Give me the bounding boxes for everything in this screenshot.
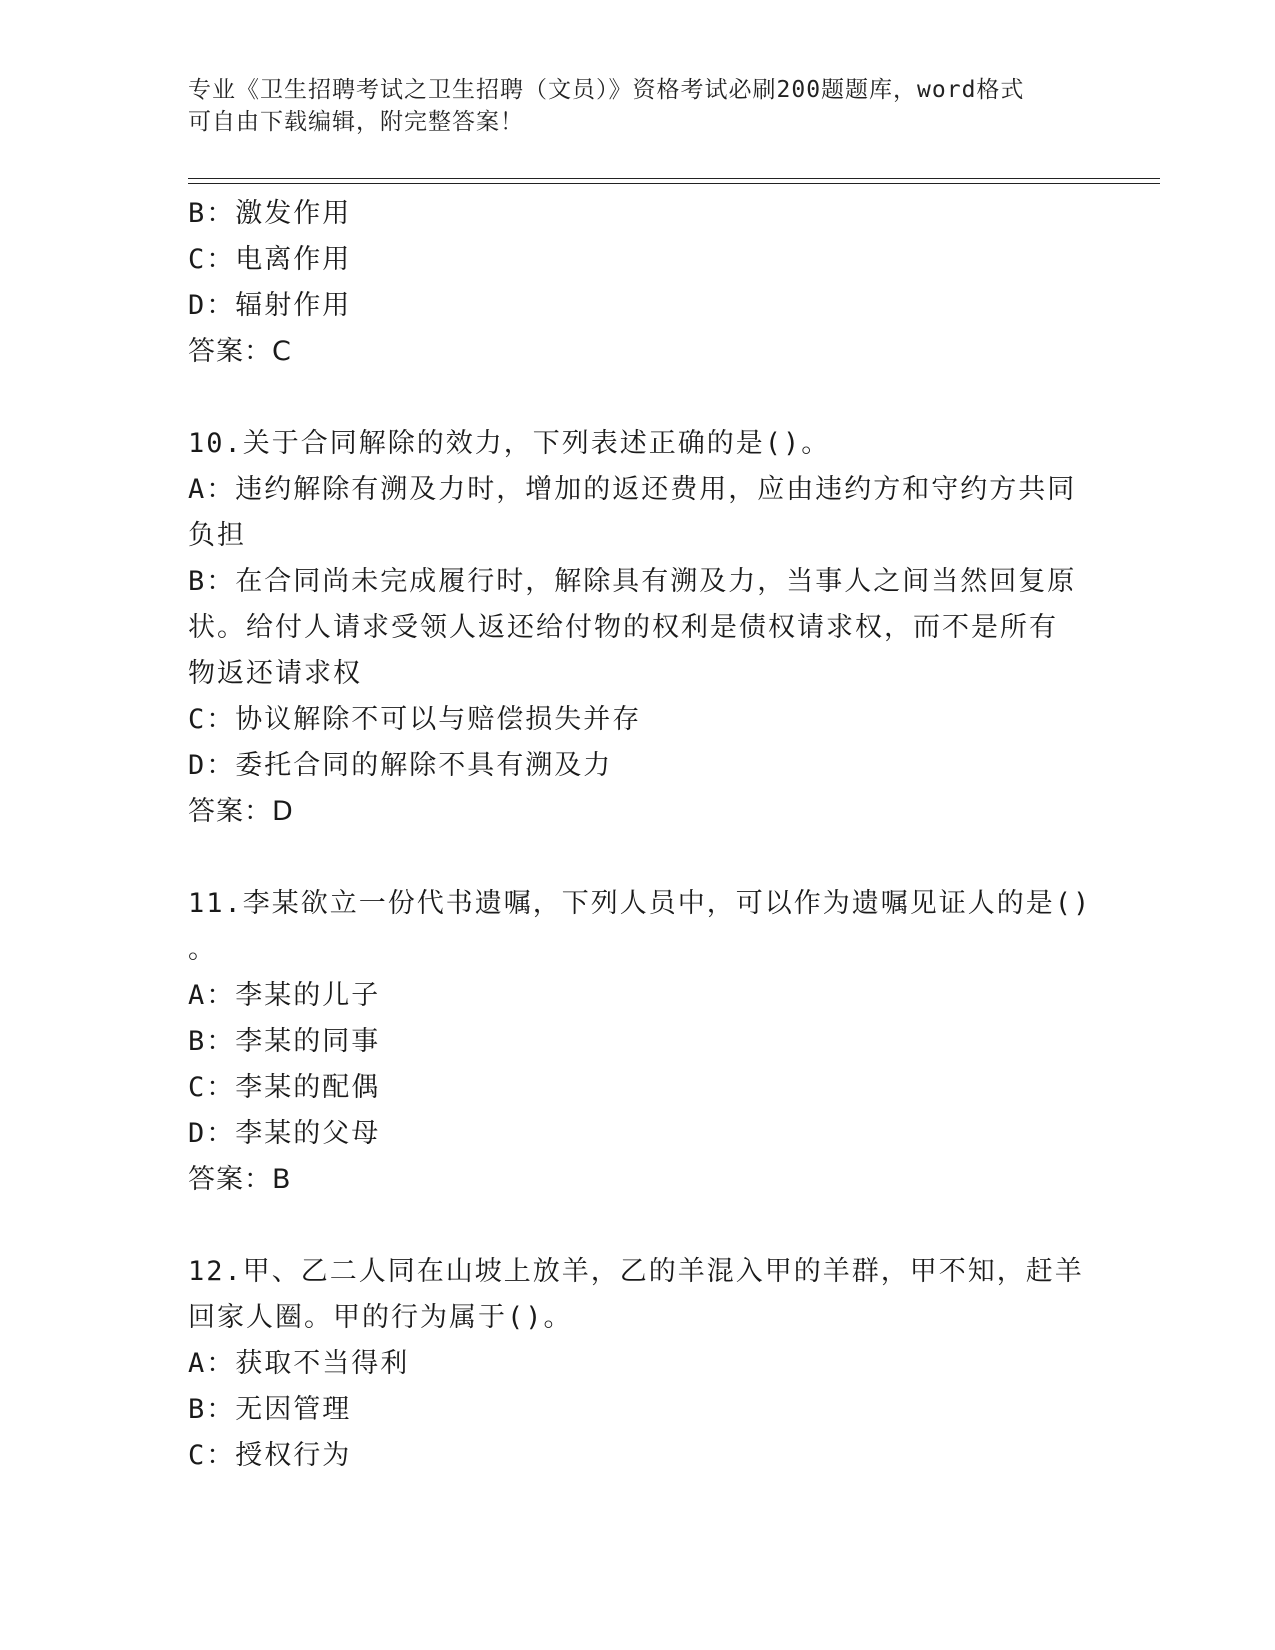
spacer (188, 835, 1088, 881)
header-line-2: 可自由下载编辑，附完整答案！ (188, 109, 524, 135)
option-b-continued: 状。给付人请求受领人返还给付物的权利是债权请求权，而不是所有 (188, 612, 1058, 643)
option-b: B：在合同尚未完成履行时，解除具有溯及力，当事人之间当然回复原 (188, 566, 1077, 597)
spacer (188, 375, 1088, 421)
option-b: B：李某的同事 (188, 1026, 381, 1057)
question-11 (188, 881, 1092, 1203)
spacer (188, 1203, 1088, 1249)
answer-line: 答案：B (188, 1164, 292, 1195)
answer-line: 答案：D (188, 796, 294, 827)
question-10 (188, 421, 1088, 835)
document-header (188, 74, 1088, 138)
question-stem: 10.关于合同解除的效力，下列表述正确的是()。 (188, 428, 831, 459)
question-content (188, 191, 1092, 1479)
option-b: B：激发作用 (188, 198, 352, 229)
question-9-tail (188, 191, 1088, 375)
question-stem: 12.甲、乙二人同在山坡上放羊，乙的羊混入甲的羊群，甲不知，赶羊 (188, 1256, 1084, 1287)
header-divider (188, 178, 1160, 184)
option-d: D：委托合同的解除不具有溯及力 (188, 750, 613, 781)
question-stem-continued: 回家人圈。甲的行为属于()。 (188, 1302, 573, 1333)
question-stem: 11.李某欲立一份代书遗嘱，下列人员中，可以作为遗嘱见证人的是() (188, 888, 1092, 919)
answer-line: 答案：C (188, 336, 292, 367)
option-c: C：李某的配偶 (188, 1072, 381, 1103)
option-c: C：授权行为 (188, 1440, 352, 1471)
option-c: C：协议解除不可以与赔偿损失并存 (188, 704, 642, 735)
option-a-continued: 负担 (188, 520, 246, 551)
option-b-continued: 物返还请求权 (188, 658, 362, 689)
option-d: D：辐射作用 (188, 290, 352, 321)
option-d: D：李某的父母 (188, 1118, 381, 1149)
option-a: A：获取不当得利 (188, 1348, 410, 1379)
header-line-1: 专业《卫生招聘考试之卫生招聘（文员）》资格考试必刷200题题库，word格式 (188, 77, 1025, 103)
option-a: A：李某的儿子 (188, 980, 381, 1011)
question-12 (188, 1249, 1088, 1479)
question-stem-continued: 。 (188, 934, 217, 965)
option-c: C：电离作用 (188, 244, 352, 275)
option-b: B：无因管理 (188, 1394, 352, 1425)
option-a: A：违约解除有溯及力时，增加的返还费用，应由违约方和守约方共同 (188, 474, 1077, 505)
